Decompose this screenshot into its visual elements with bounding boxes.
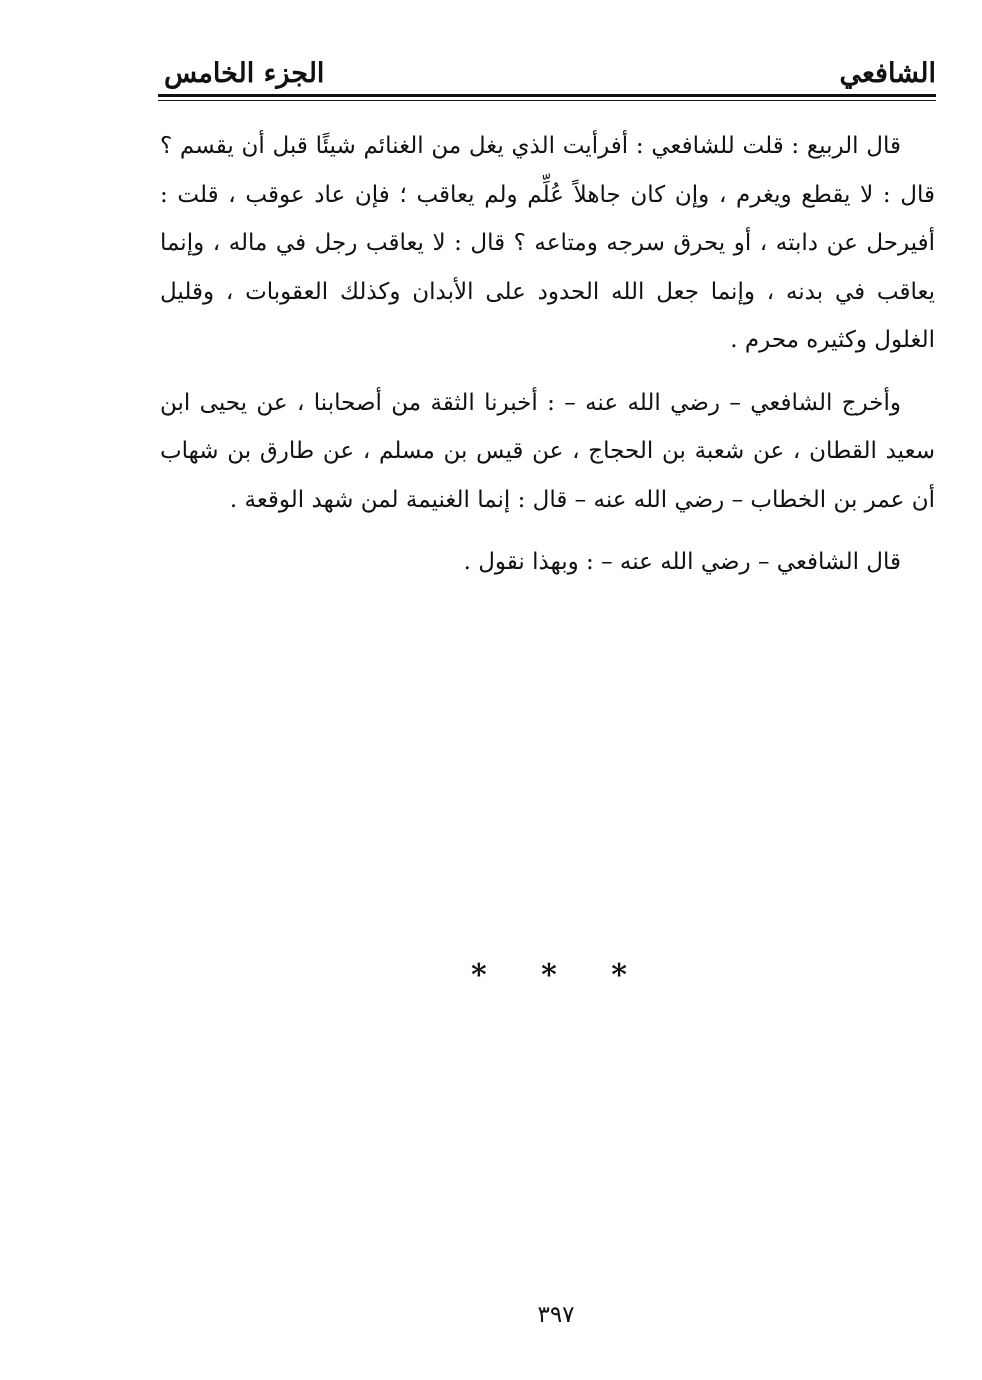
paragraph-1: قال الربيع : قلت للشافعي : أفرأيت الذي يغل من الغنائم شيئًا قبل أن يقسم ؟ قال : لا يقطع ويغرم ، وإن كان جاهلاً عُلِّم ولم يعاقب ؛ فإن عاد عوقب ، قلت : أفيرحل عن دابته ، أو يحرق سرجه ومتاعه ؟ قال : لا يعاقب رجل في ماله ، وإنما يعاقب في بدنه ، وإنما جعل الله الحدود على الأبدان وكذلك العقوبات ، وقليل الغلول وكثيره محرم . [160, 133, 935, 353]
main-text [160, 122, 935, 601]
paragraph-2: وأخرج الشافعي – رضي الله عنه – : أخبرنا الثقة من أصحابنا ، عن يحيى ابن سعيد القطان ، عن شعبة بن الحجاج ، عن قيس بن مسلم ، عن طارق بن شهاب أن عمر بن الخطاب – رضي الله عنه – قال : إنما الغنيمة لمن شهد الوقعة . [160, 389, 935, 513]
volume-label: الجزء الخامس [164, 58, 325, 89]
running-header [158, 56, 936, 94]
header-rule-thick [158, 94, 936, 97]
paragraph-3: قال الشافعي – رضي الله عنه – : وبهذا نقول . [463, 549, 901, 575]
book-title: الشافعي [839, 58, 936, 89]
section-separator: * * * [471, 958, 649, 993]
header-rule-thin [158, 100, 936, 101]
page-number: ٣٩٧ [537, 1302, 575, 1328]
